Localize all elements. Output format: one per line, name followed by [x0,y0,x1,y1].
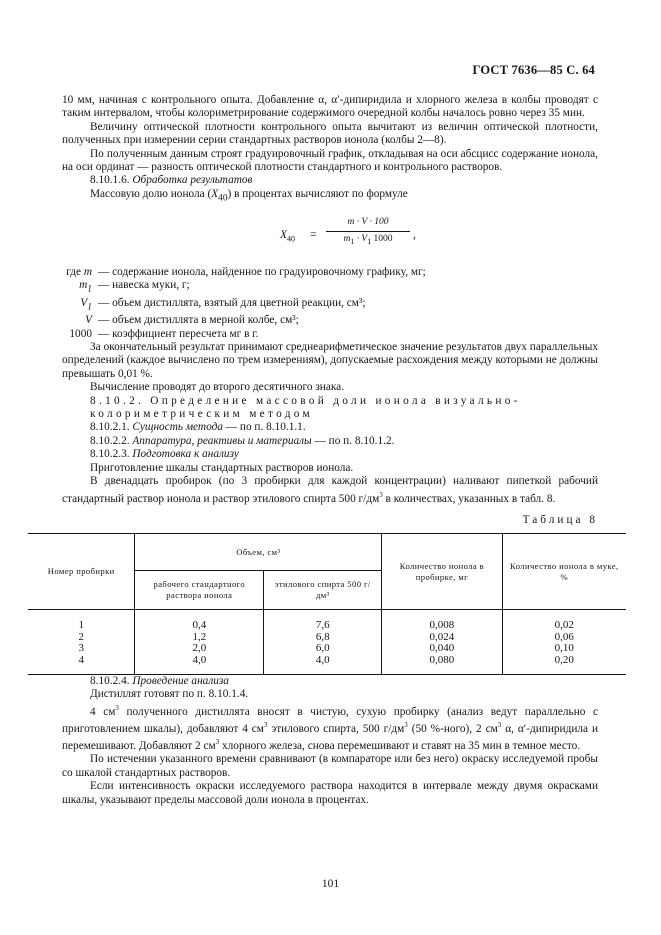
header-tube-number: Номер пробирки [28,534,135,610]
paragraph: Если интенсивность окраски исследуемого раствора находится в интервале между двумя окрасками шкалы, указывают пределы массовой доли ионола в процентах. [62,780,598,806]
definition-text: — объем дистиллята, взятый для цветной реакции, см³; [98,296,366,309]
body-text [47,94,619,807]
definition-text: — содержание ионола, найденное по градуировочному графику, мг; [98,265,426,278]
paragraph: По полученным данным строят градуировочный график, откладывая на оси абсцисс содержание ионола, на оси ординат — разность оптической плотности стандартного и контрольного растворов. [62,147,598,174]
definition-text: — навеска муки, г; [98,278,190,291]
header-ethanol: этилового спирта 500 г/дм³ [264,571,382,610]
definition-symbol: $m_1$ [79,278,92,295]
paragraph: 10 мм, начиная с контрольного опыта. Добавление α, α′-дипиридила и хлорного железа в колбы проводят с таким интервалом, чтобы колориметрирование содержимого очередной колбы началось ровно через 35 мин. [62,94,598,120]
table-row: 1 0,4 7,6 0,008 0,02 [28,610,626,632]
section-heading-8-10-2-3: 8.10.2.3. Подготовка к анализу [90,448,239,461]
paragraph: Вычисление проводят до второго десятичного знака. [90,381,345,394]
section-number: 8.10.1.6. [90,174,133,187]
section-heading-8-10-2-2: 8.10.2.2. Аппаратура, реактивы и материалы — по п. 8.10.1.2. [90,434,395,447]
definition-symbol: $V_1$ [80,296,92,312]
header-amount-tube: Количество ионола в пробирке, мг [382,534,502,610]
paragraph: Величину оптической плотности контрольного опыта вычитают из величин оптической плотности, полученных при измерении серии стандартных растворов ионола (колбы 2—8). [62,120,598,147]
paragraph: По истечении указанного времени сравнивают (в компараторе или без него) окраску исследуемой пробы со шкалой стандартных растворов. [62,753,598,779]
section-heading-8-10-2-4: 8.10.2.4. Проведение анализа [90,675,229,688]
section-title: Обработка результатов [132,174,253,187]
formula-fraction [326,216,410,249]
formula [62,212,598,262]
definitions-list [62,266,598,342]
table-row: 4 4,0 4,0 0,080 0,20 [28,655,626,675]
table-caption: Таблица 8 [522,513,598,526]
section-heading-8-10-2: 8.10.2. Определение массовой доли ионола визуально-колориметрическим методом [90,394,521,421]
definition-row [62,297,598,315]
definition-text: — объем дистиллята в мерной колбе, см³; [98,314,299,327]
table-row: 3 2,0 6,0 0,040 0,10 [28,643,626,655]
paragraph: В двенадцать пробирок (по 3 пробирки для каждой концентрации) наливают пипеткой рабочий стандартный раствор ионола и раствор этилового спирта 500 $г/дм^3$ в количествах, указанных в табл. 8. [62,475,598,505]
definition-row [62,328,598,341]
section-heading-8-10-2-1: 8.10.2.1. Сущность метода — по п. 8.10.1.1. [90,421,306,434]
header-amount-flour: Количество ионола в муке, % [502,534,626,610]
definition-symbol: V [85,314,92,327]
paragraph: 4 $см^3$ полученного дистиллята вносят в чистую, сухую пробирку (анализ ведут параллельно с приготовлением шкалы), добавляют 4 $см^3$ этилового спирта, 500 $г/дм^3$ (50 %-ного), 2 $см^3$ α, α′-дипиридила и перемешивают. Добавляют 2 $см^3$ хлорного железа, снова перемешивают и ставят на 35 мин в темное место. [62,703,598,752]
definition-symbol: 1000 [69,327,92,340]
formula-equals: = [310,228,317,241]
table-8 [28,533,626,675]
header-working-solution: рабочего стандартного раствора ионола [135,571,264,610]
definition-row [62,314,598,327]
formula-comma: , [413,228,416,241]
formula-lhs: $X_{40}$ [280,228,296,243]
formula-denominator: $m_1 \cdot V_1$ 1000 [343,233,393,246]
page-header: ГОСТ 7636—85 С. 64 [472,63,595,77]
paragraph: Дистиллят готовят по п. 8.10.1.4. [90,688,249,701]
paragraph: Приготовление шкалы стандартных растворов ионола. [90,461,354,474]
definition-row [62,266,598,279]
header-volume: Объем, см³ [135,534,382,571]
paragraph: Массовую долю ионола $(X_{40})$ в процентах вычисляют по формуле [90,187,408,204]
paragraph: За окончательный результат принимают среднеарифметическое значение результатов двух параллельных определений (каждое вычислено по трем измерениям), допускаемые расхождения между которыми не должны превышать 0,01 %. [62,341,598,380]
definition-text: — коэффициент пересчета мг в г. [98,327,259,340]
symbol: X [211,187,219,200]
formula-numerator: m · V · 100 [326,216,410,232]
page-number: 101 [321,878,340,890]
section-heading-8-10-1-6 [62,174,598,187]
definition-symbol: где m [66,265,92,278]
table-row: 2 1,2 6,8 0,024 0,06 [28,632,626,644]
definition-row [62,279,598,297]
